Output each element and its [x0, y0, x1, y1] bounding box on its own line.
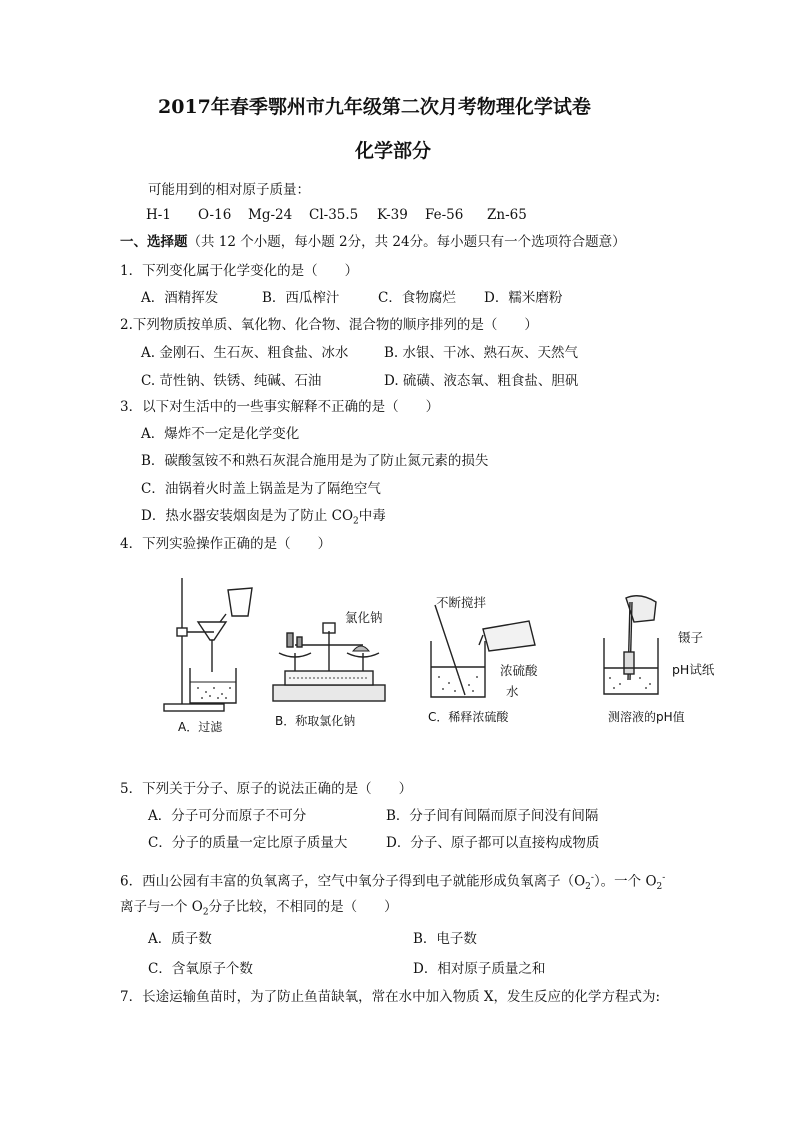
figure-a-caption: A．过滤: [178, 720, 223, 734]
atomic-mass-o: O-16: [198, 207, 232, 223]
q3-stem: 3．以下对生活中的一些事实解释不正确的是（ ）: [120, 399, 440, 415]
q3-option-d-tail: 中毒: [358, 508, 386, 524]
q4-stem: 4．下列实验操作正确的是（ ）: [120, 536, 332, 552]
q5-option-b: B．分子间有间隔而原子间没有间隔: [386, 808, 599, 824]
q1-stem: 1．下列变化属于化学变化的是（ ）: [120, 263, 359, 279]
q3-option-d: [141, 507, 386, 531]
atomic-mass-mg: Mg-24: [248, 207, 293, 223]
q3-option-b: B．碳酸氢铵不和熟石灰混合施用是为了防止氮元素的损失: [141, 453, 489, 469]
q5-option-c: C．分子的质量一定比原子质量大: [148, 835, 348, 851]
section-heading-desc: （共 12 个小题，每小题 2分，共 24分。每小题只有一个选项符合题意）: [187, 234, 626, 250]
atomic-mass-k: K-39: [377, 207, 408, 223]
q6-option-c: C．含氧原子个数: [148, 961, 253, 977]
figure-c-label-water: 水: [506, 684, 519, 699]
figure-b-balance: [265, 615, 395, 710]
figure-c-label-stir: 不断搅拌: [436, 595, 487, 610]
q6-sub-c: 2: [202, 907, 209, 918]
q6-stem-a: 6．西山公园有丰富的负氧离子，空气中氧分子得到电子就能形成负氧离子（O: [120, 873, 586, 890]
q6-sup-b: -: [662, 873, 666, 883]
q3-option-d-text: D．热水器安装烟囱是为了防止 CO: [141, 508, 354, 524]
q6-stem-d: 分子比较，不相同的是（ ）: [208, 899, 398, 915]
q3-option-a: A．爆炸不一定是化学变化: [141, 426, 300, 442]
atomic-mass-fe: Fe-56: [425, 207, 464, 223]
q2-option-b: B. 水银、干冰、熟石灰、天然气: [384, 345, 579, 361]
q2-option-d: D. 硫磺、液态氧、粗食盐、胆矾: [384, 373, 579, 389]
q5-stem: 5．下列关于分子、原子的说法正确的是（ ）: [120, 781, 413, 797]
figure-c-caption: C．稀释浓硫酸: [428, 710, 509, 724]
atomic-mass-h: H-1: [146, 207, 171, 223]
q2-stem: 2.下列物质按单质、氧化物、化合物、混合物的顺序排列的是（ ）: [120, 317, 538, 333]
figure-d-label-paper: pH试纸: [672, 662, 715, 677]
atomic-mass-intro: 可能用到的相对原子质量：: [148, 182, 310, 198]
figure-b-label: 氯化钠: [345, 610, 383, 625]
q3-option-d-sub: 2: [353, 516, 359, 527]
q6-option-d: D．相对原子质量之和: [413, 961, 546, 977]
figure-b-caption: B．称取氯化钠: [275, 714, 356, 728]
q3-option-c: C．油锅着火时盖上锅盖是为了隔绝空气: [141, 481, 381, 497]
q6-sub-b: 2: [656, 882, 663, 893]
figure-d-caption: 测溶液的pH值: [608, 710, 685, 724]
q1-option-d: D．糯米磨粉: [484, 290, 563, 306]
q6-stem-b: ）。一个 O: [593, 873, 657, 890]
q6-stem-line2: [120, 898, 398, 922]
figure-d-ph-test: [596, 590, 676, 705]
q5-option-d: D．分子、原子都可以直接构成物质: [386, 835, 600, 851]
atomic-mass-zn: Zn-65: [487, 207, 527, 223]
section-heading-title: 一、选择题: [120, 234, 188, 250]
figure-c-label-acid: 浓硫酸: [500, 663, 538, 678]
q1-option-c: C．食物腐烂: [378, 290, 456, 306]
q2-option-c: C. 苛性钠、铁锈、纯碱、石油: [141, 373, 322, 389]
q2-option-a: A. 金刚石、生石灰、粗食盐、冰水: [141, 345, 349, 361]
q5-option-a: A．分子可分而原子不可分: [148, 808, 307, 824]
q6-sub-a: 2: [585, 882, 591, 893]
q6-stem-line1: [120, 869, 665, 896]
q7-stem: 7．长途运输鱼苗时，为了防止鱼苗缺氧，常在水中加入物质 X，发生反应的化学方程式为:: [120, 989, 661, 1005]
q1-option-a: A．酒精挥发: [141, 290, 219, 306]
figure-d-label-tweezers: 镊子: [678, 630, 704, 645]
section-heading: [120, 233, 626, 251]
atomic-mass-cl: Cl-35.5: [309, 207, 359, 223]
figure-c-dilution: [425, 595, 555, 710]
q6-option-a: A．质子数: [148, 931, 212, 947]
q6-stem-c: 离子与一个 O: [120, 899, 203, 915]
figure-a-filtration: [160, 570, 265, 720]
page-subtitle: 化学部分: [355, 140, 432, 162]
page-title: 2017年春季鄂州市九年级第二次月考物理化学试卷: [158, 96, 591, 118]
q6-sup-a: -: [590, 873, 594, 883]
q1-option-b: B．西瓜榨汁: [262, 290, 340, 306]
q6-option-b: B．电子数: [413, 931, 477, 947]
